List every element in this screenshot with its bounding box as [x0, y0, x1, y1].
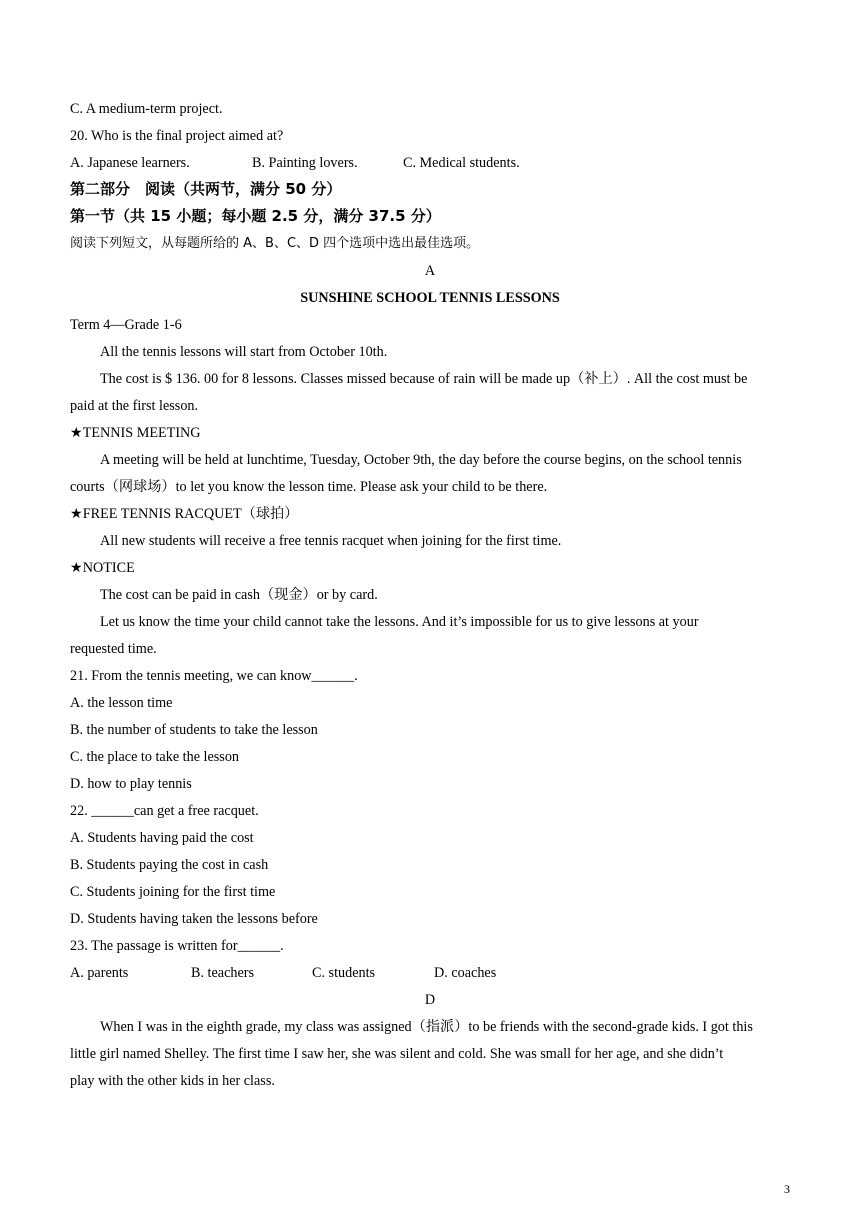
- term-line: Term 4—Grade 1-6: [70, 317, 182, 333]
- q21-option-d: D. how to play tennis: [70, 776, 192, 792]
- passage-d-letter: D: [424, 992, 436, 1008]
- q22-option-d: D. Students having taken the lessons before: [70, 911, 318, 927]
- page-number: 3: [784, 1182, 790, 1196]
- q22-option-b: B. Students paying the cost in cash: [70, 857, 269, 873]
- passage-d-line-1: When I was in the eighth grade, my class was assigned（指派）to be friends with the second-grade kids. I got this: [100, 1019, 753, 1035]
- q21-option-b: B. the number of students to take the lesson: [70, 722, 318, 738]
- question-20: 20. Who is the final project aimed at?: [70, 128, 284, 144]
- notice-heading: ★NOTICE: [70, 560, 135, 576]
- q20-option-b: B. Painting lovers.: [252, 155, 358, 171]
- q22-option-a: A. Students having paid the cost: [70, 830, 254, 846]
- question-22: 22. ______can get a free racquet.: [70, 803, 259, 819]
- instructions: 阅读下列短文，从每题所给的 A、B、C、D 四个选项中选出最佳选项。: [70, 236, 480, 251]
- q21-option-a: A. the lesson time: [70, 695, 173, 711]
- question-21: 21. From the tennis meeting, we can know______.: [70, 668, 358, 684]
- free-racquet-heading: ★FREE TENNIS RACQUET（球拍）: [70, 506, 299, 522]
- passage-a-letter: A: [424, 263, 436, 279]
- tennis-meeting-heading: ★TENNIS MEETING: [70, 425, 201, 441]
- q23-option-c: C. students: [312, 965, 376, 981]
- q21-option-c: C. the place to take the lesson: [70, 749, 240, 765]
- paragraph-2-line-1: The cost is $ 136. 00 for 8 lessons. Classes missed because of rain will be made up（补上）. All the cost must be: [100, 371, 748, 387]
- q23-option-a: A. parents: [70, 965, 129, 981]
- passage-a-title: SUNSHINE SCHOOL TENNIS LESSONS: [300, 290, 560, 306]
- racquet-line: All new students will receive a free tennis racquet when joining for the first time.: [100, 533, 562, 549]
- section1-heading: 第一节（共 15 小题；每小题 2.5 分，满分 37.5 分）: [70, 207, 441, 225]
- q19-option-c: C. A medium-term project.: [70, 101, 223, 117]
- notice-line-1: The cost can be paid in cash（现金）or by card.: [100, 587, 378, 603]
- q20-option-a: A. Japanese learners.: [70, 155, 190, 171]
- passage-d-line-3: play with the other kids in her class.: [70, 1073, 275, 1089]
- meeting-line-2: courts（网球场）to let you know the lesson time. Please ask your child to be there.: [70, 479, 548, 495]
- q23-option-b: B. teachers: [191, 965, 255, 981]
- question-23: 23. The passage is written for______.: [70, 938, 284, 954]
- passage-d-line-2: little girl named Shelley. The first time I saw her, she was silent and cold. She was small for her age, and she didn’t: [70, 1046, 724, 1062]
- part2-heading: 第二部分 阅读（共两节，满分 50 分）: [70, 180, 342, 198]
- notice-line-3: requested time.: [70, 641, 157, 657]
- q20-option-c: C. Medical students.: [403, 155, 520, 171]
- notice-line-2: Let us know the time your child cannot take the lessons. And it’s impossible for us to give lessons at your: [100, 614, 699, 630]
- paragraph-1: All the tennis lessons will start from October 10th.: [100, 344, 388, 360]
- q23-option-d: D. coaches: [434, 965, 497, 981]
- q22-option-c: C. Students joining for the first time: [70, 884, 276, 900]
- paragraph-2-line-2: paid at the first lesson.: [70, 398, 199, 414]
- meeting-line-1: A meeting will be held at lunchtime, Tuesday, October 9th, the day before the course begins, on the school tennis: [100, 452, 742, 468]
